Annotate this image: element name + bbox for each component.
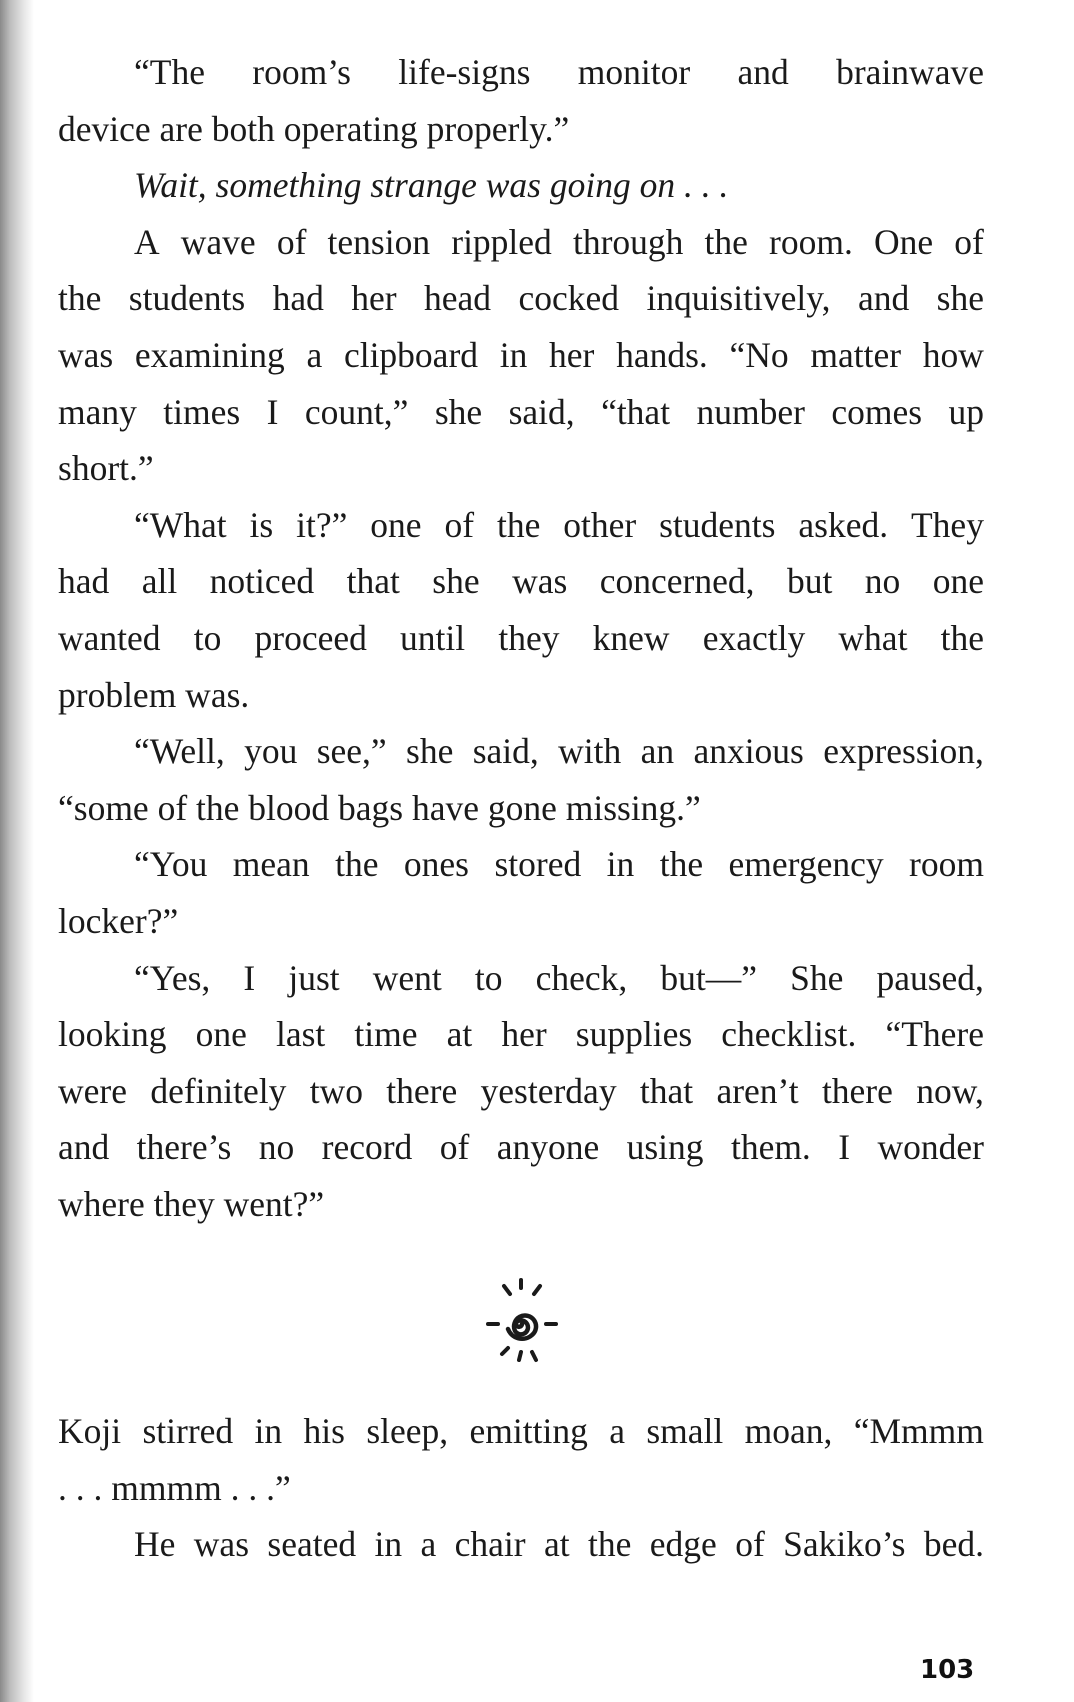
word: of: [439, 1127, 470, 1168]
word: using: [626, 1127, 704, 1168]
word: there: [386, 1070, 458, 1111]
word: was: [58, 334, 114, 375]
word: the: [335, 844, 379, 885]
word: she: [432, 561, 480, 602]
text-line: [58, 1460, 984, 1517]
word: moan,: [744, 1411, 833, 1451]
spiral-sun-icon: [466, 1268, 576, 1378]
word: head: [424, 278, 492, 319]
word: up: [948, 391, 984, 432]
word: clipboard: [343, 334, 479, 375]
book-spine-shadow: [0, 0, 34, 1702]
text-line: [58, 1176, 984, 1233]
word: life-signs: [398, 52, 531, 92]
word: where they went?”: [58, 1183, 325, 1224]
word: “You: [134, 844, 208, 885]
text-line: [58, 553, 984, 610]
word: in: [606, 844, 635, 885]
word: the: [58, 278, 102, 319]
text-line: [58, 780, 984, 837]
text-line: [58, 270, 984, 327]
word: many: [58, 391, 137, 432]
text-line: [58, 327, 984, 384]
word: were: [58, 1070, 127, 1111]
word: in: [499, 334, 528, 375]
text-line: [58, 1006, 984, 1063]
word: anyone: [496, 1127, 600, 1168]
word: of: [954, 221, 984, 262]
word: wave: [180, 221, 256, 262]
word: room’s: [252, 52, 351, 92]
text-line: [58, 440, 984, 497]
word: there: [821, 1070, 893, 1111]
word: her: [501, 1014, 547, 1055]
word: went: [372, 957, 442, 998]
word: that: [346, 561, 400, 602]
text-line: [58, 610, 984, 667]
word: of: [735, 1524, 765, 1565]
word: emitting: [469, 1411, 588, 1451]
word: she: [434, 391, 483, 432]
word: wonder: [877, 1127, 984, 1168]
text-line: [58, 497, 984, 554]
text-line: [58, 950, 984, 1007]
word: . . . mmmm . . .”: [58, 1467, 291, 1508]
text-block-lower: [58, 1403, 984, 1573]
word: was: [512, 561, 568, 602]
word: matter: [810, 334, 902, 375]
word: now,: [916, 1070, 984, 1111]
word: supplies: [575, 1014, 693, 1055]
word: aren’t: [716, 1070, 799, 1111]
word: I: [243, 957, 256, 998]
word: them.: [730, 1127, 811, 1168]
word: had: [272, 278, 324, 319]
word: check,: [535, 957, 628, 998]
word: one: [932, 561, 984, 602]
text-line: [58, 836, 984, 893]
word: other: [563, 504, 637, 545]
word: her: [549, 334, 595, 375]
word: mean: [232, 844, 310, 885]
word: locker?”: [58, 900, 179, 941]
word: wanted: [58, 617, 161, 658]
word: rippled: [451, 221, 552, 262]
word: I: [266, 391, 279, 432]
word: room: [909, 844, 984, 885]
word: a: [306, 334, 323, 375]
word: it?”: [296, 504, 348, 545]
word: that: [639, 1070, 694, 1111]
word: noticed: [209, 561, 315, 602]
word: “What: [134, 504, 227, 545]
word: chair: [454, 1524, 526, 1565]
word: students: [128, 278, 246, 319]
word: sleep,: [366, 1411, 449, 1451]
word: to: [474, 957, 503, 998]
text-line: [58, 1403, 984, 1460]
text-line: [58, 157, 984, 214]
word: with: [558, 731, 622, 772]
word: what: [838, 617, 908, 658]
word: emergency: [728, 844, 884, 885]
word: exactly: [702, 617, 806, 658]
word: one: [195, 1014, 247, 1055]
word: “Yes,: [134, 957, 211, 998]
word: and: [58, 1127, 110, 1168]
word: asked.: [798, 504, 889, 545]
word: seated: [267, 1524, 357, 1565]
word: his: [303, 1411, 345, 1451]
word: had: [58, 561, 110, 602]
word: edge: [649, 1524, 717, 1565]
word: last: [275, 1014, 326, 1055]
word: she: [936, 278, 984, 319]
word: her: [351, 278, 397, 319]
word: bed.: [923, 1524, 984, 1565]
word: the: [496, 504, 541, 545]
word: there’s: [136, 1127, 232, 1168]
word: proceed: [254, 617, 367, 658]
text-line: [58, 893, 984, 950]
word: Koji: [58, 1411, 122, 1451]
word: the: [940, 617, 984, 658]
word: time: [354, 1014, 418, 1055]
word: paused,: [876, 957, 984, 998]
word: I: [838, 1127, 851, 1168]
word: problem was.: [58, 674, 250, 715]
word: said,: [508, 391, 575, 432]
word: small: [646, 1411, 724, 1451]
text-line: [58, 1516, 984, 1573]
word: anxious: [693, 731, 804, 772]
word: brainwave: [836, 52, 984, 92]
word: device are both operating properly.”: [58, 108, 570, 149]
word: “There: [885, 1014, 984, 1055]
word: is: [249, 504, 274, 545]
word: “Mmmm: [853, 1411, 984, 1451]
word: number: [696, 391, 805, 432]
word: record: [321, 1127, 413, 1168]
word: she: [406, 731, 454, 772]
word: how: [922, 334, 984, 375]
text-line: [58, 44, 984, 101]
word: One: [874, 221, 934, 262]
word: to: [193, 617, 222, 658]
word: two: [309, 1070, 363, 1111]
word: inquisitively,: [646, 278, 831, 319]
word: all: [141, 561, 178, 602]
word: room.: [769, 221, 853, 262]
word: no: [258, 1127, 295, 1168]
word: tension: [327, 221, 431, 262]
word: count,”: [304, 391, 409, 432]
word: through: [572, 221, 684, 262]
word: a: [609, 1411, 625, 1451]
word: in: [254, 1411, 283, 1451]
word: knew: [592, 617, 670, 658]
text-line: [58, 384, 984, 441]
word: of: [444, 504, 475, 545]
word: looking: [58, 1014, 167, 1055]
word: “that: [601, 391, 671, 432]
word: they: [498, 617, 560, 658]
word: said,: [472, 731, 539, 772]
word: the: [704, 221, 748, 262]
word: “Well,: [134, 731, 225, 772]
page-number: 103: [920, 1655, 975, 1685]
word: the: [588, 1524, 632, 1565]
word: times: [163, 391, 241, 432]
word: was: [193, 1524, 250, 1565]
word: examining: [134, 334, 285, 375]
word: expression,: [823, 731, 984, 772]
word: the: [659, 844, 704, 885]
text-line: [58, 1119, 984, 1176]
word: He: [134, 1524, 176, 1565]
word: students: [659, 504, 776, 545]
word: She: [790, 957, 844, 998]
text-block-upper: [58, 44, 984, 1232]
word: at: [446, 1014, 473, 1055]
word: in: [374, 1524, 403, 1565]
word: Wait, something strange was going on . . .: [134, 165, 729, 206]
word: and: [857, 278, 910, 319]
word: “some of the blood bags have gone missing.”: [58, 787, 701, 828]
word: A: [134, 221, 160, 262]
word: no: [864, 561, 901, 602]
word: and: [737, 52, 789, 92]
text-line: [58, 723, 984, 780]
word: you: [244, 731, 298, 772]
word: but—”: [660, 957, 757, 998]
word: cocked: [518, 278, 620, 319]
word: yesterday: [480, 1070, 617, 1111]
word: of: [276, 221, 307, 262]
word: a: [420, 1524, 437, 1565]
text-line: [58, 214, 984, 271]
word: an: [640, 731, 675, 772]
word: Sakiko’s: [783, 1524, 906, 1565]
word: comes: [831, 391, 923, 432]
word: one: [370, 504, 422, 545]
word: “The: [134, 52, 205, 92]
word: until: [400, 617, 466, 658]
word: “No: [729, 334, 789, 375]
text-line: [58, 1063, 984, 1120]
word: stirred: [142, 1411, 234, 1451]
word: see,”: [316, 731, 387, 772]
word: but: [786, 561, 833, 602]
word: concerned,: [599, 561, 755, 602]
word: checklist.: [721, 1014, 857, 1055]
word: ones: [403, 844, 469, 885]
word: monitor: [577, 52, 691, 92]
text-line: [58, 667, 984, 724]
word: short.”: [58, 448, 154, 489]
word: hands.: [616, 334, 708, 375]
word: stored: [494, 844, 582, 885]
word: just: [288, 957, 340, 998]
word: definitely: [150, 1070, 287, 1111]
word: They: [911, 504, 984, 545]
word: at: [544, 1524, 570, 1565]
text-line: [58, 101, 984, 158]
